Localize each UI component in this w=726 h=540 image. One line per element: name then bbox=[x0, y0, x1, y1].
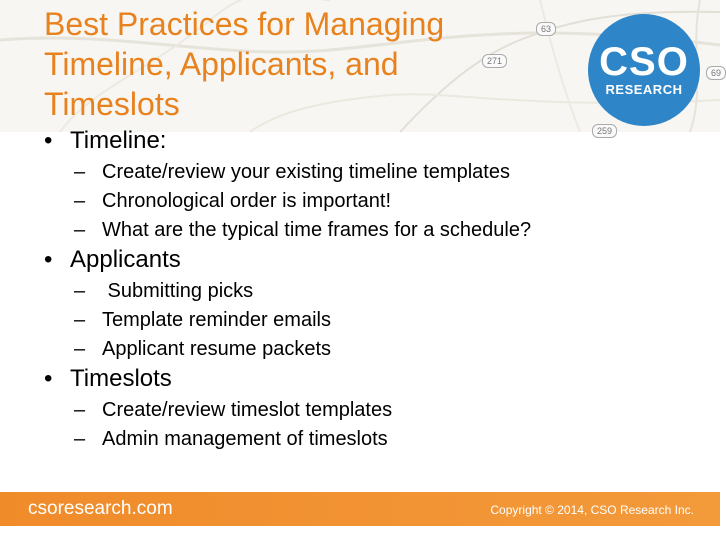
sub-list-timeline bbox=[44, 158, 684, 245]
section-timeslots bbox=[44, 362, 684, 454]
sub-list-applicants bbox=[44, 277, 684, 364]
sub-bullet-dash: – bbox=[74, 161, 86, 183]
sub-bullet-dash: – bbox=[74, 309, 86, 331]
sub-item bbox=[44, 306, 684, 335]
sub-bullet-dash: – bbox=[74, 219, 86, 241]
sub-bullet-dash: – bbox=[74, 280, 86, 302]
section-applicants bbox=[44, 243, 684, 364]
sub-item bbox=[44, 425, 684, 454]
slide-footer bbox=[0, 492, 720, 526]
sub-item-text: Create/review timeslot templates bbox=[102, 399, 393, 421]
bullet-heading: Applicants bbox=[70, 246, 181, 273]
bullet-dot: • bbox=[44, 127, 53, 154]
footer-copyright: Copyright © 2014, CSO Research Inc. bbox=[490, 503, 694, 517]
bullet-heading: Timeline: bbox=[70, 127, 167, 154]
sub-item bbox=[44, 335, 684, 364]
sub-item bbox=[44, 396, 684, 425]
bullet-timeslots bbox=[44, 362, 684, 396]
sub-item-text: Submitting picks bbox=[102, 280, 254, 302]
sub-item bbox=[44, 216, 684, 245]
sub-bullet-dash: – bbox=[74, 338, 86, 360]
logo-main-text: CSO bbox=[599, 40, 689, 84]
sub-item bbox=[44, 158, 684, 187]
section-timeline bbox=[44, 124, 684, 245]
sub-item-text: Chronological order is important! bbox=[102, 190, 392, 212]
map-route-shield: 63 bbox=[536, 22, 556, 36]
sub-bullet-dash: – bbox=[74, 428, 86, 450]
sub-item-text: Applicant resume packets bbox=[102, 338, 332, 360]
sub-item-text: Create/review your existing timeline templates bbox=[102, 161, 510, 183]
bullet-heading: Timeslots bbox=[70, 365, 172, 392]
sub-bullet-dash: – bbox=[74, 399, 86, 421]
cso-research-logo bbox=[588, 14, 700, 126]
sub-item-text: What are the typical time frames for a schedule? bbox=[102, 219, 532, 241]
sub-item bbox=[44, 277, 684, 306]
logo-sub-text: RESEARCH bbox=[605, 82, 683, 97]
slide-title: Best Practices for Managing Timeline, Applicants, and Timeslots bbox=[44, 6, 445, 122]
sub-list-timeslots bbox=[44, 396, 684, 454]
bullet-applicants bbox=[44, 243, 684, 277]
bullet-dot: • bbox=[44, 365, 53, 392]
sub-bullet-dash: – bbox=[74, 190, 86, 212]
sub-item bbox=[44, 187, 684, 216]
bullet-timeline bbox=[44, 124, 684, 158]
sub-item-text: Admin management of timeslots bbox=[102, 428, 388, 450]
map-route-shield: 259 bbox=[592, 124, 617, 138]
map-route-shield: 69 bbox=[706, 66, 726, 80]
map-route-shield: 271 bbox=[482, 54, 507, 68]
footer-site-url[interactable]: csoresearch.com bbox=[28, 498, 173, 519]
bullet-dot: • bbox=[44, 246, 53, 273]
sub-item-text: Template reminder emails bbox=[102, 309, 331, 331]
